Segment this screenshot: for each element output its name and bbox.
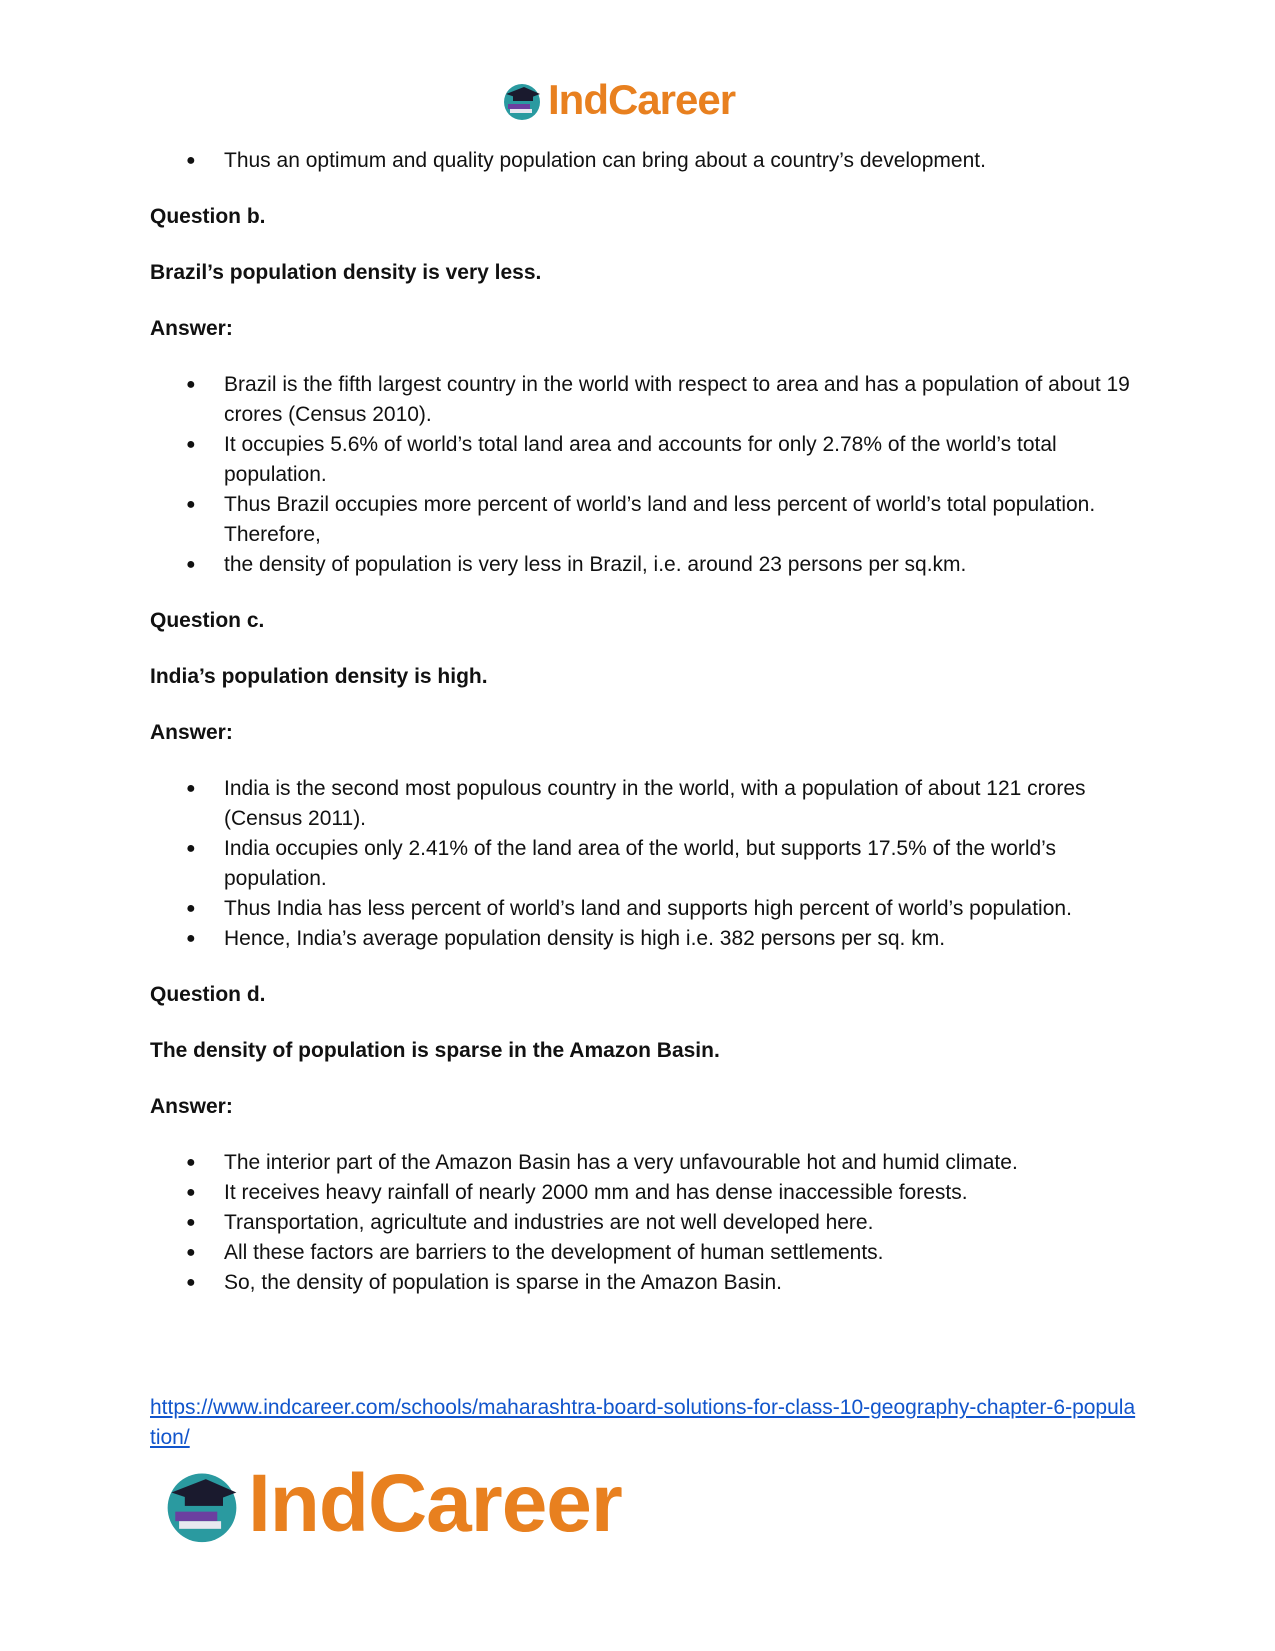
- answer-label: Answer:: [150, 317, 233, 340]
- intro-list: [150, 146, 1130, 176]
- footer-logo: [160, 1458, 622, 1549]
- list-item: ● India occupies only 2.41% of the land area of the world, but supports 17.5% of the world’s population.: [186, 837, 1056, 890]
- graduation-cap-globe-icon: [500, 78, 544, 122]
- answer-c-list: [150, 774, 1130, 954]
- list-item: ● So, the density of population is sparse in the Amazon Basin.: [186, 1271, 783, 1294]
- question-d-statement: The density of population is sparse in the Amazon Basin.: [150, 1039, 720, 1062]
- answer-label: Answer:: [150, 1095, 233, 1118]
- source-link[interactable]: https://www.indcareer.com/schools/maharashtra-board-solutions-for-class-10-geography-chapter-6-population/: [150, 1396, 1136, 1449]
- list-item: ● It receives heavy rainfall of nearly 2000 mm and has dense inaccessible forests.: [186, 1181, 968, 1204]
- document-body: [150, 146, 1130, 1298]
- list-item: ● Thus India has less percent of world’s land and supports high percent of world’s population.: [186, 897, 1072, 920]
- answer-label: Answer:: [150, 721, 233, 744]
- list-item: ● The interior part of the Amazon Basin has a very unfavourable hot and humid climate.: [186, 1151, 1018, 1174]
- list-item: ● the density of population is very less in Brazil, i.e. around 23 persons per sq.km.: [186, 553, 967, 576]
- question-c-label: Question c.: [150, 609, 265, 632]
- question-d-label: Question d.: [150, 983, 266, 1006]
- list-item: ● Brazil is the fifth largest country in the world with respect to area and has a population of about 19 crores (Census 2010).: [186, 373, 1130, 426]
- question-b-statement: Brazil’s population density is very less.: [150, 261, 542, 284]
- brand-name: IndCareer: [248, 1458, 622, 1549]
- list-item: ● Transportation, agricultute and industries are not well developed here.: [186, 1211, 874, 1234]
- header-logo: [500, 78, 735, 122]
- question-b-label: Question b.: [150, 205, 266, 228]
- list-item: ● Thus an optimum and quality population can bring about a country’s development.: [186, 149, 986, 172]
- answer-d-list: [150, 1148, 1130, 1298]
- graduation-cap-globe-icon: [160, 1462, 244, 1546]
- brand-name: IndCareer: [548, 76, 736, 123]
- list-item: ● It occupies 5.6% of world’s total land area and accounts for only 2.78% of the world’s total population.: [186, 433, 1057, 486]
- list-item: ● Thus Brazil occupies more percent of world’s land and less percent of world’s total population. Therefore,: [186, 493, 1096, 546]
- list-item: ● All these factors are barriers to the development of human settlements.: [186, 1241, 884, 1264]
- answer-b-list: [150, 370, 1130, 580]
- question-c-statement: India’s population density is high.: [150, 665, 488, 688]
- list-item: ● Hence, India’s average population density is high i.e. 382 persons per sq. km.: [186, 927, 946, 950]
- list-item: ● India is the second most populous country in the world, with a population of about 121 crores (Census 2011).: [186, 777, 1086, 830]
